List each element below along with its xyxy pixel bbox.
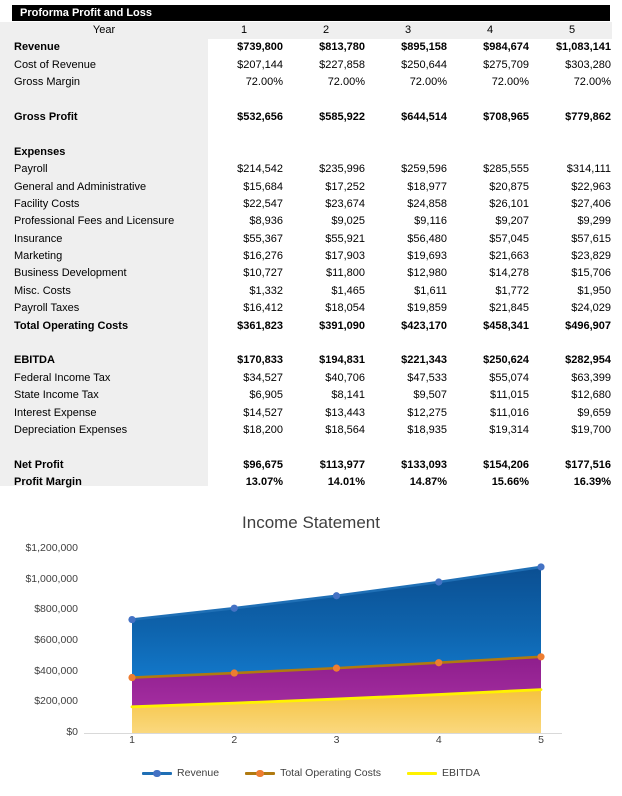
- table-row: [0, 74, 622, 91]
- y-tick-label: $800,000: [34, 603, 78, 616]
- row-value: $314,111: [566, 163, 611, 176]
- legend-item[interactable]: [407, 767, 480, 779]
- y-tick-label: $600,000: [34, 634, 78, 646]
- x-tick-label: 2: [231, 734, 238, 746]
- y-tick-label: $200,000: [34, 695, 78, 708]
- row-value: $154,206: [483, 458, 529, 471]
- row-value: 16.39%: [573, 476, 611, 489]
- row-value: $55,921: [325, 232, 365, 245]
- y-tick-label: $400,000: [34, 664, 78, 677]
- row-value: $27,406: [571, 197, 611, 210]
- table-row: [0, 439, 622, 456]
- legend-item[interactable]: [245, 767, 381, 779]
- row-value: $1,772: [495, 284, 529, 297]
- row-value: $250,644: [401, 58, 447, 71]
- table-row: [0, 248, 622, 265]
- row-value: $22,963: [571, 180, 611, 193]
- table-row: [0, 126, 622, 143]
- chart-title: Income Statement: [242, 513, 380, 532]
- year-column-header: 3: [404, 24, 412, 36]
- table-row: [0, 422, 622, 439]
- table-row: [0, 161, 622, 178]
- row-value: $391,090: [319, 319, 365, 332]
- revenue-marker: [231, 605, 238, 612]
- table-row: [0, 335, 622, 352]
- table-row: [0, 144, 622, 161]
- legend-label: Total Operating Costs: [280, 767, 382, 779]
- legend-label: Revenue: [177, 767, 220, 779]
- year-column-header: 2: [322, 24, 330, 36]
- row-value: $895,158: [401, 41, 447, 54]
- table-row: [0, 387, 622, 404]
- row-label: EBITDA: [14, 354, 55, 367]
- row-value: $18,935: [407, 423, 447, 436]
- row-value: $9,116: [414, 215, 447, 228]
- row-value: $1,950: [577, 284, 611, 297]
- row-value: $113,977: [319, 458, 365, 471]
- revenue-marker: [128, 616, 135, 623]
- table-row: [0, 231, 622, 248]
- table-row: [0, 179, 622, 196]
- row-value: $984,674: [483, 41, 529, 54]
- row-label: Interest Expense: [14, 406, 97, 419]
- legend-item[interactable]: [142, 767, 219, 779]
- row-value: $779,862: [565, 110, 611, 123]
- row-value: $12,680: [571, 389, 611, 402]
- row-value: $585,922: [319, 110, 365, 123]
- row-label: Misc. Costs: [14, 284, 71, 297]
- row-value: $8,936: [249, 215, 283, 228]
- row-value: $16,412: [243, 302, 283, 315]
- table-row: [0, 109, 622, 126]
- row-value: $47,533: [407, 371, 447, 384]
- row-value: 72.00%: [245, 76, 283, 89]
- row-value: $20,875: [489, 180, 529, 193]
- legend-swatch-icon: [407, 768, 437, 778]
- x-tick-label: 1: [129, 734, 135, 746]
- row-value: 72.00%: [491, 76, 529, 89]
- legend-label: EBITDA: [442, 767, 480, 779]
- row-value: $423,170: [401, 319, 447, 332]
- row-value: $194,831: [319, 354, 365, 367]
- table-row: [0, 283, 622, 300]
- row-label: Professional Fees and Licensure: [14, 215, 175, 228]
- row-value: $177,516: [565, 458, 611, 471]
- row-value: $644,514: [401, 110, 447, 123]
- row-value: $1,332: [249, 284, 283, 297]
- row-value: $496,907: [565, 319, 611, 332]
- row-value: $227,858: [319, 58, 365, 71]
- row-label: Payroll: [14, 163, 48, 176]
- row-value: $813,780: [319, 41, 365, 54]
- row-value: $57,615: [571, 232, 611, 245]
- row-value: $56,480: [407, 232, 447, 245]
- row-value: $1,611: [414, 284, 447, 297]
- year-column-header: 1: [240, 24, 248, 36]
- row-label: Payroll Taxes: [14, 302, 80, 315]
- row-label: Profit Margin: [14, 476, 82, 489]
- row-value: $9,659: [577, 406, 611, 419]
- operating-costs-marker: [231, 669, 238, 676]
- row-label: State Income Tax: [14, 389, 99, 402]
- table-row: [0, 39, 622, 56]
- row-value: $14,527: [243, 406, 283, 419]
- row-value: $708,965: [483, 110, 529, 123]
- x-tick-label: 4: [435, 734, 442, 746]
- row-value: $282,954: [565, 354, 611, 367]
- year-header-label: Year: [92, 24, 116, 36]
- row-value: $19,314: [489, 423, 529, 436]
- row-label: General and Administrative: [14, 180, 147, 193]
- row-value: $9,025: [331, 215, 365, 228]
- row-value: $1,465: [331, 284, 365, 297]
- row-value: $207,144: [237, 58, 283, 71]
- row-value: $13,443: [325, 406, 365, 419]
- row-value: $14,278: [489, 267, 529, 280]
- row-value: $15,684: [243, 180, 283, 193]
- row-value: $8,141: [331, 389, 365, 402]
- table-row: [0, 318, 622, 335]
- row-value: $235,996: [319, 163, 365, 176]
- table-rows: [0, 22, 622, 492]
- row-value: $1,083,141: [555, 41, 611, 54]
- operating-costs-marker: [128, 674, 135, 681]
- revenue-marker: [333, 592, 340, 599]
- row-value: 15.66%: [491, 476, 529, 489]
- row-value: $57,045: [489, 232, 529, 245]
- table-row: [0, 300, 622, 317]
- operating-costs-marker: [435, 659, 442, 666]
- row-value: $303,280: [565, 58, 611, 71]
- row-value: $532,656: [237, 110, 283, 123]
- row-value: $24,029: [571, 302, 611, 315]
- row-value: $18,054: [325, 302, 365, 315]
- row-value: $11,015: [490, 389, 529, 402]
- row-value: $9,207: [495, 215, 529, 228]
- row-value: $16,276: [243, 250, 283, 263]
- row-value: $11,800: [326, 267, 365, 280]
- row-value: $24,858: [407, 197, 447, 210]
- row-value: $23,829: [571, 250, 611, 263]
- table-title-bar: [12, 5, 610, 21]
- row-value: 72.00%: [409, 76, 447, 89]
- row-label: Gross Margin: [14, 76, 81, 89]
- row-value: $133,093: [401, 458, 447, 471]
- table-row: [0, 370, 622, 387]
- row-label: Expenses: [14, 145, 66, 158]
- row-value: $21,845: [489, 302, 529, 315]
- row-value: $18,200: [243, 423, 283, 436]
- income-statement-chart: [0, 505, 622, 796]
- y-tick-label: $0: [66, 726, 78, 738]
- table-row: [0, 457, 622, 474]
- table-header-row: [0, 22, 622, 39]
- revenue-marker: [435, 578, 442, 585]
- row-value: $55,074: [489, 371, 529, 384]
- row-value: $10,727: [243, 267, 283, 280]
- row-label: Revenue: [14, 41, 60, 54]
- legend-swatch-icon: [142, 768, 172, 778]
- row-value: $19,859: [407, 302, 447, 315]
- row-value: $17,903: [325, 250, 365, 263]
- table-row: [0, 92, 622, 109]
- x-tick-label: 5: [538, 734, 544, 746]
- row-label: Net Profit: [14, 458, 64, 471]
- row-value: $22,547: [243, 197, 283, 210]
- row-value: $9,507: [413, 389, 447, 402]
- row-value: 13.07%: [245, 476, 283, 489]
- row-value: $55,367: [243, 232, 283, 245]
- row-value: $458,341: [483, 319, 529, 332]
- row-value: $96,675: [243, 458, 283, 471]
- table-row: [0, 196, 622, 213]
- row-value: $285,555: [483, 163, 529, 176]
- row-value: $259,596: [401, 163, 447, 176]
- row-value: $19,693: [407, 250, 447, 263]
- row-label: Insurance: [14, 232, 63, 245]
- row-value: $9,299: [577, 215, 611, 228]
- row-value: $40,706: [325, 371, 365, 384]
- row-label: Business Development: [14, 267, 127, 280]
- row-value: $34,527: [243, 371, 283, 384]
- row-value: $15,706: [571, 267, 611, 280]
- y-tick-label: $1,200,000: [25, 542, 78, 554]
- chart-plot-area: [0, 505, 622, 796]
- row-label: Facility Costs: [14, 197, 80, 210]
- row-value: $739,800: [237, 41, 283, 54]
- year-column-header: 5: [568, 24, 576, 36]
- row-label: Depreciation Expenses: [14, 423, 128, 436]
- row-value: 14.87%: [409, 476, 447, 489]
- row-label: Cost of Revenue: [14, 58, 96, 71]
- row-value: $275,709: [483, 58, 529, 71]
- row-value: $214,542: [237, 163, 283, 176]
- table-row: [0, 352, 622, 369]
- row-value: $250,624: [483, 354, 529, 367]
- row-value: $23,674: [325, 197, 365, 210]
- table-row: [0, 57, 622, 74]
- row-value: $221,343: [401, 354, 447, 367]
- year-column-header: 4: [486, 24, 494, 36]
- row-value: $17,252: [325, 180, 365, 193]
- table-row: [0, 405, 622, 422]
- operating-costs-marker: [333, 665, 340, 672]
- row-value: 72.00%: [327, 76, 365, 89]
- row-value: $18,564: [325, 423, 365, 436]
- row-value: $11,016: [490, 406, 529, 419]
- row-value: $21,663: [489, 250, 529, 263]
- table-title: Proforma Profit and Loss: [20, 7, 153, 19]
- row-value: $12,980: [407, 267, 447, 280]
- revenue-marker: [537, 563, 544, 570]
- row-value: 72.00%: [573, 76, 611, 89]
- y-tick-label: $1,000,000: [25, 572, 78, 585]
- row-value: $12,275: [407, 406, 447, 419]
- row-label: Federal Income Tax: [14, 371, 111, 384]
- table-row: [0, 213, 622, 230]
- row-label: Total Operating Costs: [14, 319, 129, 332]
- legend-swatch-icon: [245, 768, 275, 778]
- chart-legend: [0, 767, 622, 779]
- table-row: [0, 474, 622, 491]
- row-value: $170,833: [237, 354, 283, 367]
- row-label: Marketing: [14, 250, 63, 263]
- row-value: $6,905: [249, 389, 283, 402]
- row-value: $26,101: [489, 197, 529, 210]
- table-row: [0, 265, 622, 282]
- row-label: Gross Profit: [14, 110, 78, 123]
- row-value: $18,977: [407, 180, 447, 193]
- row-value: $19,700: [571, 423, 611, 436]
- x-tick-label: 3: [333, 734, 340, 746]
- row-value: $63,399: [571, 371, 611, 384]
- operating-costs-marker: [537, 653, 544, 660]
- row-value: $361,823: [237, 319, 283, 332]
- row-value: 14.01%: [327, 476, 365, 489]
